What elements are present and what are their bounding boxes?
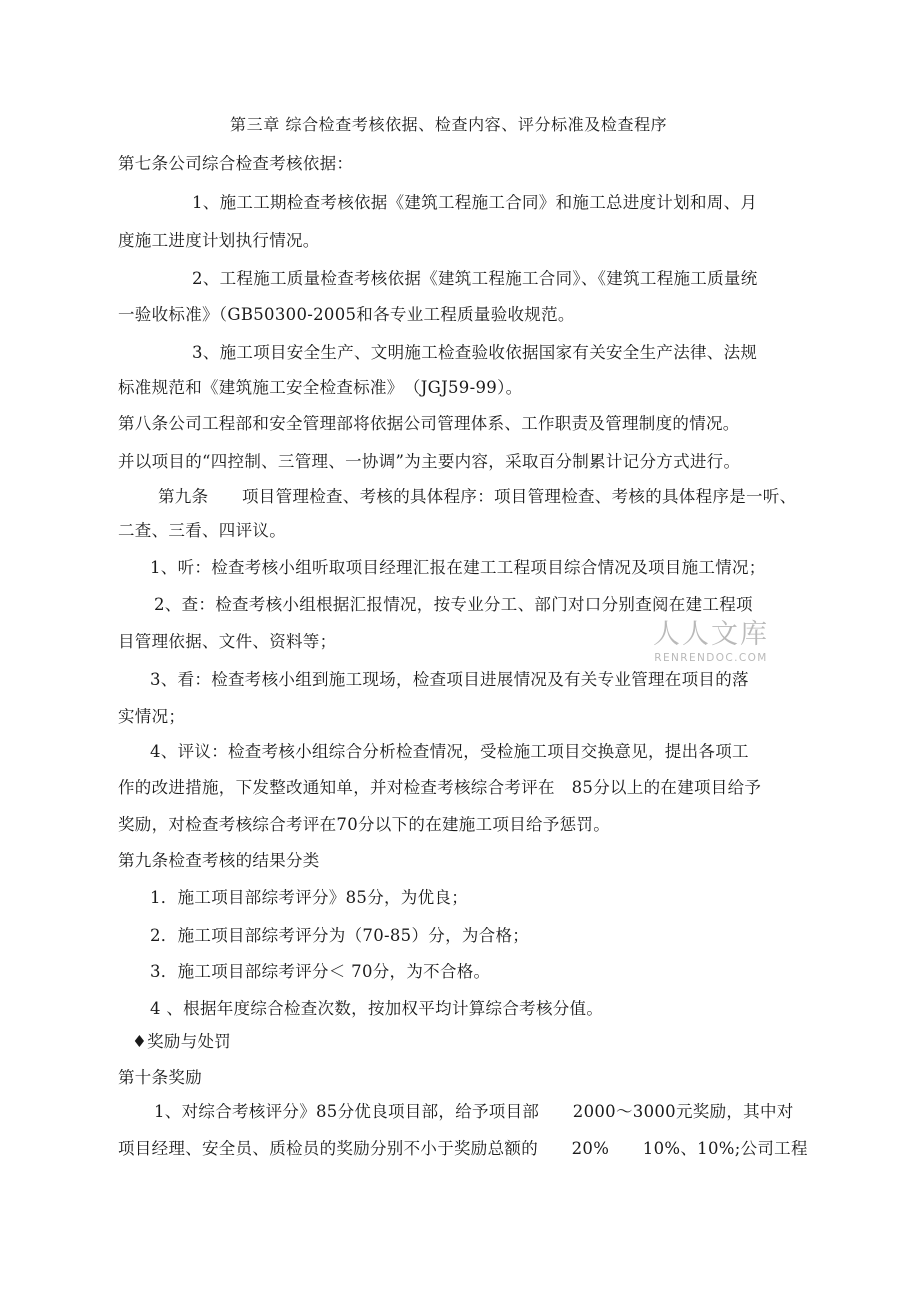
paragraph-line: 奖励，对检查考核综合考评在70分以下的在建施工项目给予惩罚。 — [118, 815, 610, 834]
paragraph-line: 1、施工工期检查考核依据《建筑工程施工合同》和施工总进度计划和周、月 — [192, 193, 758, 212]
article-10-heading: 第十条奖励 — [118, 1068, 202, 1087]
result-item: 3．施工项目部综考评分＜ 70分，为不合格。 — [150, 962, 491, 981]
paragraph-line: 作的改进措施，下发整改通知单，并对检查考核综合考评在 85分以上的在建项目给予 — [118, 778, 762, 797]
watermark-brand-cn: 人人文库 — [653, 619, 769, 650]
result-item: 1．施工项目部综考评分》85分，为优良； — [150, 888, 468, 907]
paragraph-line: 一验收标准》（GB50300-2005和各专业工程质量验收规范。 — [118, 305, 575, 324]
reward-line: 项目经理、安全员、质检员的奖励分别不小于奖励总额的 20% 10%、10%;公司工程 — [118, 1139, 808, 1158]
article-8-line: 第八条公司工程部和安全管理部将依据公司管理体系、工作职责及管理制度的情况。 — [118, 414, 740, 433]
article-9-line: 二查、三看、四评议。 — [118, 521, 286, 540]
procedure-item: 3、看：检查考核小组到施工现场，检查项目进展情况及有关专业管理在项目的落 — [150, 670, 749, 689]
watermark-brand-en: RENRENDOC.COM — [654, 652, 768, 664]
result-item: 4 、根据年度综合检查次数，按加权平均计算综合考核分值。 — [150, 999, 604, 1018]
procedure-item: 2、查：检查考核小组根据汇报情况，按专业分工、部门对口分别查阅在建工程项 — [154, 595, 753, 614]
watermark-logo — [648, 619, 774, 685]
reward-line: 1、对综合考核评分》85分优良项目部，给予项目部 2000～3000元奖励，其中对 — [154, 1102, 794, 1121]
article-7-heading: 第七条公司综合检查考核依据： — [118, 154, 354, 173]
procedure-item: 4、评议：检查考核小组综合分析检查情况，受检施工项目交换意见，提出各项工 — [150, 742, 749, 761]
chapter-title: 第三章 综合检查考核依据、检查内容、评分标准及检查程序 — [230, 115, 668, 134]
paragraph-line: 度施工进度计划执行情况。 — [118, 231, 320, 250]
section-heading: ♦奖励与处罚 — [132, 1032, 232, 1051]
procedure-item: 1、听：检查考核小组听取项目经理汇报在建工工程项目综合情况及项目施工情况； — [150, 558, 766, 577]
paragraph-line: 3、施工项目安全生产、文明施工检查验收依据国家有关安全生产法律、法规 — [192, 343, 758, 362]
paragraph-line: 标准规范和《建筑施工安全检查标准》 （JGJ59-99）。 — [118, 378, 523, 397]
article-8-line: 并以项目的“四控制、三管理、一协调”为主要内容，采取百分制累计记分方式进行。 — [118, 452, 741, 471]
paragraph-line: 2、工程施工质量检查考核依据《建筑工程施工合同》、《建筑工程施工质量统 — [192, 269, 758, 288]
article-9-line: 第九条 项目管理检查、考核的具体程序：项目管理检查、考核的具体程序是一听、 — [158, 487, 797, 506]
paragraph-line: 实情况； — [118, 707, 186, 726]
result-heading: 第九条检查考核的结果分类 — [118, 851, 320, 870]
paragraph-line: 目管理依据、文件、资料等； — [118, 632, 337, 651]
result-item: 2．施工项目部综考评分为（70-85）分，为合格； — [150, 926, 530, 945]
